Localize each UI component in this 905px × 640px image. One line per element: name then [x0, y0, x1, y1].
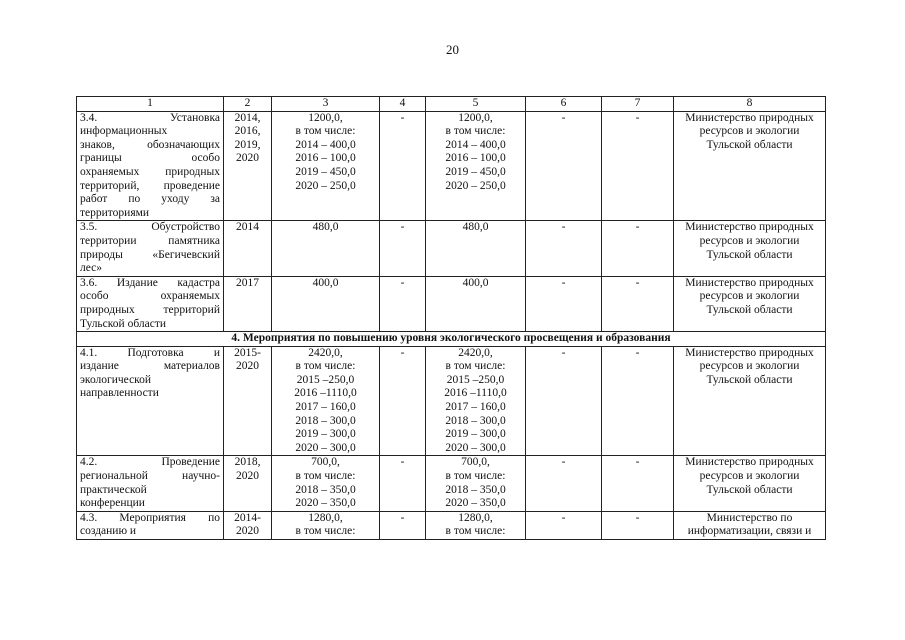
cell-line: 2019,	[234, 138, 261, 151]
header-cell: 2	[224, 97, 272, 112]
cell-line: особо охраняемых	[80, 290, 220, 303]
executor-cell	[674, 511, 826, 539]
table-row	[77, 276, 826, 331]
cell-line: 2014-	[234, 511, 261, 524]
cell-line: -	[400, 111, 405, 124]
cell-line: 400,0	[312, 276, 339, 289]
federal-budget-cell	[380, 511, 426, 539]
local-budget-cell	[526, 111, 602, 221]
other-sources-cell	[602, 111, 674, 221]
other-sources-cell	[602, 511, 674, 539]
total-amount-cell	[272, 276, 380, 331]
cell-line: 1280,0,	[458, 511, 493, 524]
cell-line: конференции	[80, 497, 145, 510]
cell-line: -	[400, 511, 405, 524]
cell-line: территории памятника	[80, 234, 220, 247]
cell-line: в том числе:	[445, 525, 506, 538]
other-sources-cell	[602, 221, 674, 276]
regional-budget-cell	[426, 276, 526, 331]
other-sources-cell	[602, 276, 674, 331]
cell-line: 2014	[236, 221, 259, 234]
header-cell: 5	[426, 97, 526, 112]
cell-line: 2016 –1110,0	[294, 387, 357, 400]
page-number: 20	[446, 42, 459, 57]
cell-line: информатизации, связи и	[687, 525, 812, 538]
cell-line: 2016 –1110,0	[444, 387, 507, 400]
cell-line: -	[635, 221, 640, 234]
cell-line: созданию и	[80, 525, 137, 538]
cell-line: охраняемых природных	[80, 165, 220, 178]
cell-line: Тульской области	[706, 483, 793, 496]
years-cell	[224, 456, 272, 511]
cell-line: 400,0	[462, 276, 489, 289]
federal-budget-cell	[380, 276, 426, 331]
cell-line: 2014 – 400,0	[295, 138, 356, 151]
table-row	[77, 221, 826, 276]
cell-line: ресурсов и экологии	[699, 470, 800, 483]
cell-line: в том числе:	[445, 470, 506, 483]
cell-line: -	[561, 276, 566, 289]
local-budget-cell	[526, 511, 602, 539]
cell-line: 2020 – 250,0	[295, 179, 356, 192]
cell-line: знаков, обозначающих	[80, 138, 220, 151]
cell-line: Тульской области	[706, 373, 793, 386]
total-amount-cell	[272, 221, 380, 276]
measure-name-cell	[77, 221, 224, 276]
federal-budget-cell	[380, 456, 426, 511]
measure-name-cell	[77, 511, 224, 539]
cell-line: 480,0	[312, 221, 339, 234]
cell-line: Министерство природных	[685, 276, 814, 289]
total-amount-cell	[272, 456, 380, 511]
cell-line: 2018 – 300,0	[445, 414, 506, 427]
cell-line: 2018 – 300,0	[295, 414, 356, 427]
cell-line: 2019 – 300,0	[295, 428, 356, 441]
executor-cell	[674, 346, 826, 456]
cell-line: -	[635, 456, 640, 469]
cell-line: 2020 – 350,0	[445, 497, 506, 510]
total-amount-cell	[272, 111, 380, 221]
measure-name-cell	[77, 456, 224, 511]
regional-budget-cell	[426, 221, 526, 276]
cell-line: Тульской области	[80, 317, 167, 330]
cell-line: природы «Бегичевский	[80, 248, 220, 261]
header-cell: 4	[380, 97, 426, 112]
cell-line: 2017 – 160,0	[295, 401, 356, 414]
measure-name-cell	[77, 276, 224, 331]
cell-line: практической	[80, 483, 147, 496]
cell-line: направленности	[80, 387, 159, 400]
cell-line: Тульской области	[706, 248, 793, 261]
cell-line: 1200,0,	[308, 111, 343, 124]
cell-line: региональной научно-	[80, 470, 220, 483]
section-title: 4. Мероприятия по повышению уровня экологического просвещения и образования	[77, 332, 826, 347]
table-row	[77, 111, 826, 221]
cell-line: 700,0,	[311, 456, 340, 469]
cell-line: -	[635, 511, 640, 524]
federal-budget-cell	[380, 221, 426, 276]
cell-line: издание материалов	[80, 360, 220, 373]
cell-line: в том числе:	[295, 125, 356, 138]
cell-line: 3.5. Обустройство	[80, 221, 220, 234]
cell-line: границы особо	[80, 152, 220, 165]
cell-line: 2019 – 450,0	[445, 165, 506, 178]
cell-line: 3.4. Установка	[80, 111, 220, 124]
cell-line: природных территорий	[80, 303, 220, 316]
executor-cell	[674, 221, 826, 276]
cell-line: в том числе:	[445, 125, 506, 138]
cell-line: -	[635, 346, 640, 359]
cell-line: 2020 – 250,0	[445, 179, 506, 192]
cell-line: ресурсов и экологии	[699, 290, 800, 303]
other-sources-cell	[602, 456, 674, 511]
cell-line: 1280,0,	[308, 511, 343, 524]
local-budget-cell	[526, 456, 602, 511]
measure-name-cell	[77, 111, 224, 221]
cell-line: -	[561, 511, 566, 524]
cell-line: Министерство природных	[685, 456, 814, 469]
years-cell	[224, 221, 272, 276]
total-amount-cell	[272, 511, 380, 539]
table-row	[77, 511, 826, 539]
executor-cell	[674, 456, 826, 511]
section-header-row	[77, 332, 826, 347]
cell-line: 2018 – 350,0	[295, 483, 356, 496]
cell-line: 2015 –250,0	[446, 373, 505, 386]
cell-line: ресурсов и экологии	[699, 234, 800, 247]
cell-line: 2020	[236, 470, 259, 483]
executor-cell	[674, 276, 826, 331]
cell-line: 2420,0,	[458, 346, 493, 359]
cell-line: 3.6. Издание кадастра	[80, 276, 220, 289]
cell-line: -	[561, 456, 566, 469]
cell-line: 4.3. Мероприятия по	[80, 511, 220, 524]
local-budget-cell	[526, 221, 602, 276]
cell-line: -	[400, 221, 405, 234]
header-cell: 1	[77, 97, 224, 112]
cell-line: -	[400, 346, 405, 359]
regional-budget-cell	[426, 456, 526, 511]
header-cell: 8	[674, 97, 826, 112]
cell-line: Министерство природных	[685, 221, 814, 234]
cell-line: 2016 – 100,0	[445, 152, 506, 165]
years-cell	[224, 111, 272, 221]
cell-line: 2014,	[234, 111, 261, 124]
header-cell: 3	[272, 97, 380, 112]
executor-cell	[674, 111, 826, 221]
cell-line: территорий, проведение	[80, 179, 220, 192]
program-table	[76, 96, 826, 540]
cell-line: 2017 – 160,0	[445, 401, 506, 414]
cell-line: 2020 – 300,0	[295, 441, 356, 454]
cell-line: 2020	[236, 152, 259, 165]
table-row	[77, 456, 826, 511]
cell-line: -	[400, 276, 405, 289]
local-budget-cell	[526, 346, 602, 456]
cell-line: лес»	[80, 262, 102, 275]
cell-line: в том числе:	[295, 525, 356, 538]
cell-line: 2420,0,	[308, 346, 343, 359]
cell-line: экологической	[80, 373, 152, 386]
table-row	[77, 346, 826, 456]
header-cell: 7	[602, 97, 674, 112]
cell-line: 2020 – 300,0	[445, 441, 506, 454]
federal-budget-cell	[380, 111, 426, 221]
header-row	[77, 97, 826, 112]
cell-line: в том числе:	[295, 470, 356, 483]
cell-line: ресурсов и экологии	[699, 360, 800, 373]
cell-line: -	[561, 111, 566, 124]
cell-line: 700,0,	[461, 456, 490, 469]
regional-budget-cell	[426, 346, 526, 456]
cell-line: Министерство природных	[685, 346, 814, 359]
cell-line: -	[561, 221, 566, 234]
measure-name-cell	[77, 346, 224, 456]
cell-line: 2020	[236, 525, 259, 538]
local-budget-cell	[526, 276, 602, 331]
cell-line: информационных	[80, 125, 168, 138]
cell-line: 2015-	[234, 346, 261, 359]
cell-line: 4.1. Подготовка и	[80, 346, 220, 359]
other-sources-cell	[602, 346, 674, 456]
cell-line: 2018 – 350,0	[445, 483, 506, 496]
cell-line: 4.2. Проведение	[80, 456, 220, 469]
cell-line: -	[635, 111, 640, 124]
regional-budget-cell	[426, 511, 526, 539]
years-cell	[224, 276, 272, 331]
cell-line: работ по уходу за	[80, 193, 220, 206]
cell-line: ресурсов и экологии	[699, 125, 800, 138]
cell-line: 1200,0,	[458, 111, 493, 124]
total-amount-cell	[272, 346, 380, 456]
cell-line: Тульской области	[706, 303, 793, 316]
cell-line: 2019 – 300,0	[445, 428, 506, 441]
cell-line: 2017	[236, 276, 259, 289]
cell-line: 2016,	[234, 125, 261, 138]
cell-line: -	[561, 346, 566, 359]
cell-line: Министерство по	[706, 511, 793, 524]
cell-line: 2015 –250,0	[296, 373, 355, 386]
cell-line: 2018,	[234, 456, 261, 469]
cell-line: 2019 – 450,0	[295, 165, 356, 178]
cell-line: -	[400, 456, 405, 469]
cell-line: 2020	[236, 360, 259, 373]
cell-line: 2020 – 350,0	[295, 497, 356, 510]
cell-line: 480,0	[462, 221, 489, 234]
regional-budget-cell	[426, 111, 526, 221]
cell-line: в том числе:	[445, 360, 506, 373]
cell-line: Тульской области	[706, 138, 793, 151]
header-cell: 6	[526, 97, 602, 112]
cell-line: Министерство природных	[685, 111, 814, 124]
years-cell	[224, 346, 272, 456]
cell-line: в том числе:	[295, 360, 356, 373]
cell-line: 2014 – 400,0	[445, 138, 506, 151]
federal-budget-cell	[380, 346, 426, 456]
cell-line: 2016 – 100,0	[295, 152, 356, 165]
cell-line: территориями	[80, 206, 150, 219]
cell-line: -	[635, 276, 640, 289]
years-cell	[224, 511, 272, 539]
